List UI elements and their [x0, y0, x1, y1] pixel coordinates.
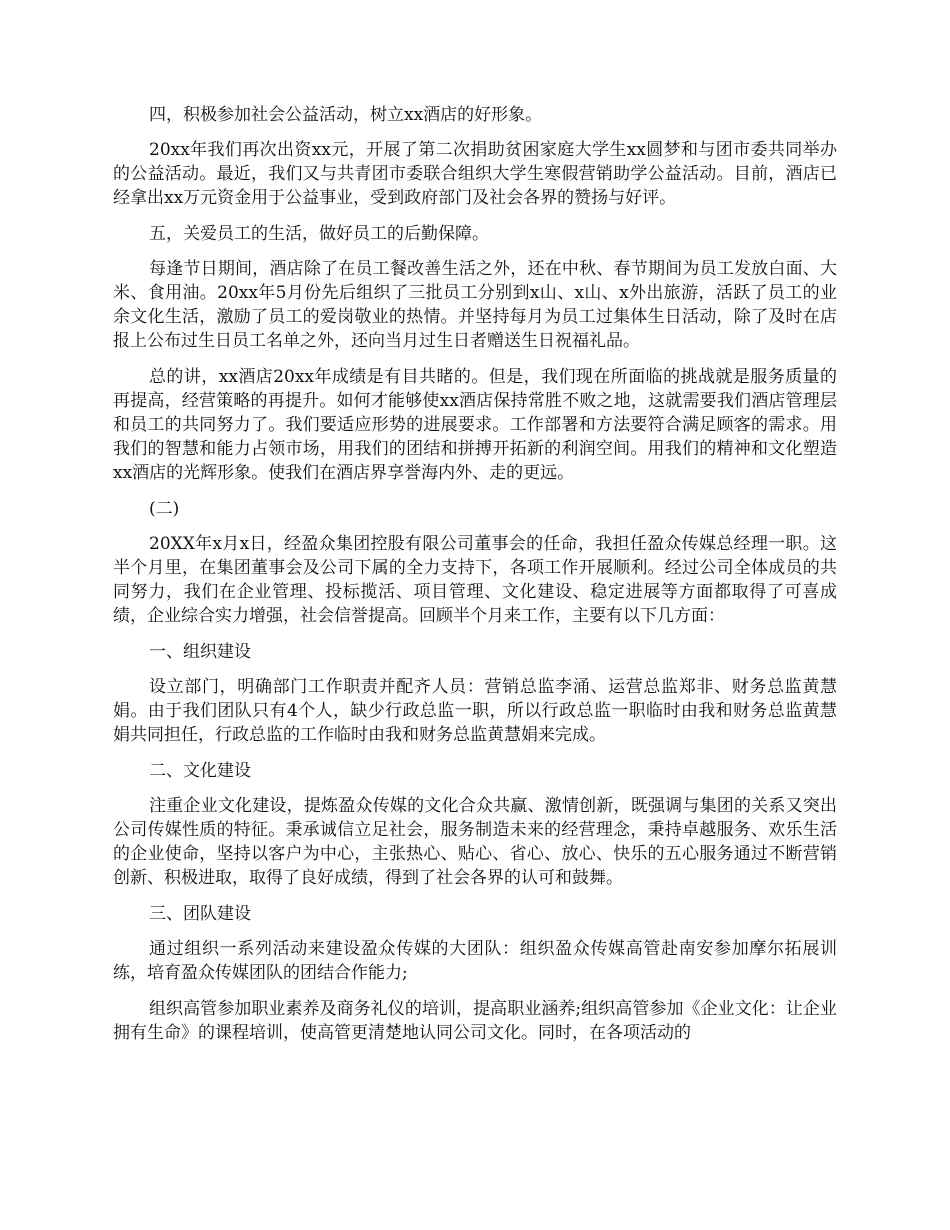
- part-two-heading: (二): [149, 499, 180, 519]
- paragraph-culture: 注重企业文化建设，提炼盈众传媒的文化合众共赢、激情创新，既强调与集团的关系又突出公司传媒性质的特征。秉承诚信立足社会，服务制造未来的经营理念，秉持卓越服务、欢乐生活的企业使命，坚持以客户为中心，主张热心、贴心、省心、放心、快乐的五心服务通过不断营销创新、积极进取，取得了良好成绩，得到了社会各界的认可和鼓舞。: [113, 796, 837, 888]
- document-body: [113, 103, 837, 1057]
- paragraph-summary: 总的讲，xx酒店20xx年成绩是有目共睹的。但是，我们现在所面临的挑战就是服务质量的再提高，经营策略的再提升。如何才能够使xx酒店保持常胜不败之地，这就需要我们酒店管理层和员工的共同努力了。我们要适应形势的进展要求。工作部署和方法要符合满足顾客的需求。用我们的智慧和能力占领市场，用我们的团结和拼搏开拓新的利润空间。用我们的精神和文化塑造xx酒店的光辉形象。使我们在酒店界享誉海内外、走的更远。: [113, 367, 837, 483]
- heading-organization: 一、组织建设: [149, 642, 251, 662]
- heading-culture: 二、文化建设: [149, 761, 251, 781]
- paragraph-organization: 设立部门，明确部门工作职责并配齐人员：营销总监李涌、运营总监郑非、财务总监黄慧娟。由于我们团队只有4个人，缺少行政总监一职，所以行政总监一职临时由我和财务总监黄慧娟共同担任，行政总监的工作临时由我和财务总监黄慧娟来完成。: [113, 677, 837, 745]
- paragraph-training: 组织高管参加职业素养及商务礼仪的培训，提高职业涵养;组织高管参加《企业文化：让企业拥有生命》的课程培训，使高管更清楚地认同公司文化。同时，在各项活动的: [113, 999, 837, 1043]
- heading-team: 三、团队建设: [149, 904, 251, 924]
- section-heading-5: 五，关爱员工的生活，做好员工的后勤保障。: [149, 224, 489, 244]
- paragraph-team-activities: 通过组织一系列活动来建设盈众传媒的大团队：组织盈众传媒高管赴南安参加摩尔拓展训练，培育盈众传媒团队的团结合作能力;: [113, 939, 837, 983]
- paragraph-appointment: 20XX年x月x日，经盈众集团控股有限公司董事会的任命，我担任盈众传媒总经理一职。这半个月里，在集团董事会及公司下属的全力支持下，各项工作开展顺利。经过公司全体成员的共同努力，我们在企业管理、投标揽活、项目管理、文化建设、稳定进展等方面都取得了可喜成绩，企业综合实力增强，社会信誉提高。回顾半个月来工作，主要有以下几方面：: [113, 534, 837, 626]
- section-heading-4: 四，积极参加社会公益活动，树立xx酒店的好形象。: [149, 105, 543, 125]
- paragraph-charity: 20xx年我们再次出资xx元，开展了第二次捐助贫困家庭大学生xx圆梦和与团市委共同举办的公益活动。最近，我们又与共青团市委联合组织大学生寒假营销助学公益活动。目前，酒店已经拿出xx万元资金用于公益事业，受到政府部门及社会各界的赞扬与好评。: [113, 140, 837, 208]
- paragraph-staff-welfare: 每逢节日期间，酒店除了在员工餐改善生活之外，还在中秋、春节期间为员工发放白面、大米、食用油。20xx年5月份先后组织了三批员工分别到x山、x山、x外出旅游，活跃了员工的业余文化生活，激励了员工的爱岗敬业的热情。并坚持每月为员工过集体生日活动，除了及时在店报上公布过生日员工名单之外，还向当月过生日者赠送生日祝福礼品。: [113, 259, 837, 351]
